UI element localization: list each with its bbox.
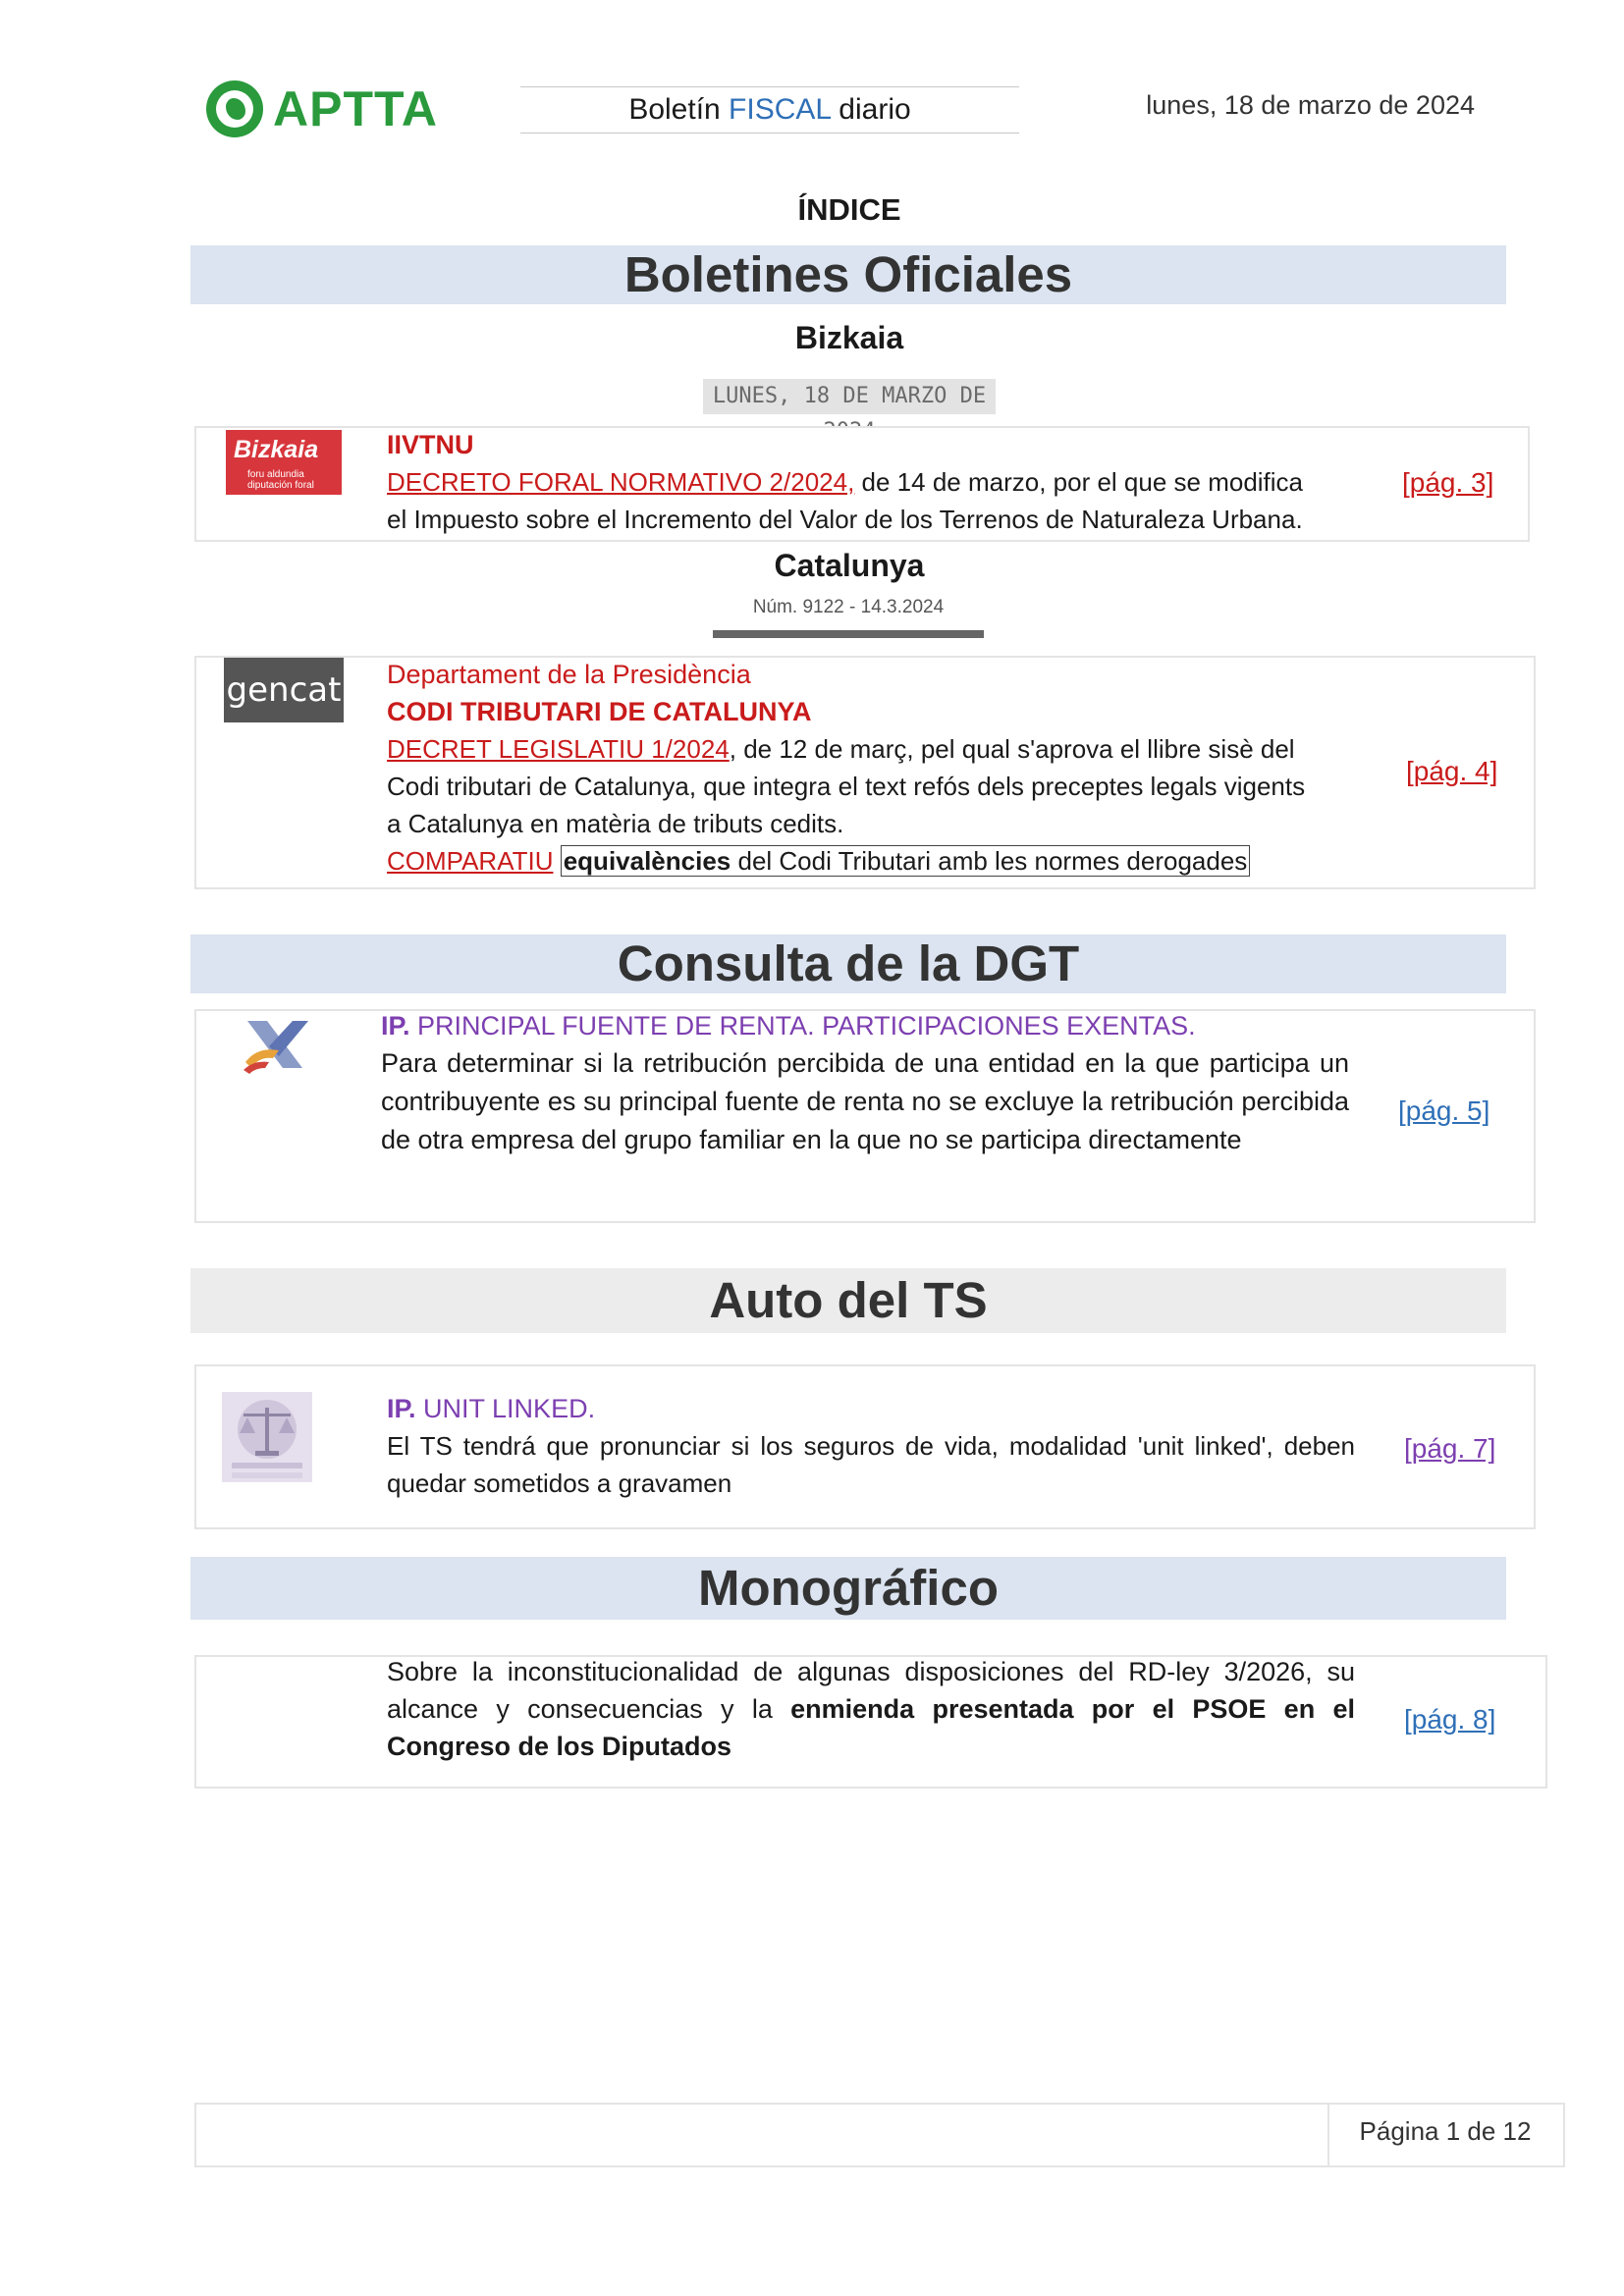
aeat-logo-icon <box>240 1017 312 1076</box>
mono-page-link[interactable]: [pág. 8] <box>1404 1704 1496 1735</box>
bulletin-title-post: diario <box>830 93 911 126</box>
bizkaia-text-2: el Impuesto sobre el Incremento del Valor de los Terrenos de Naturaleza Urbana. <box>387 505 1303 534</box>
dgt-body: Para determinar si la retribución percibida de una entidad en la que participa un contribuyente es su principal fuente de renta no se excluye la retribución percibida de otra empresa del grupo familiar en la que no se participa directamente <box>381 1048 1349 1154</box>
catalunya-text-2: Codi tributari de Catalunya, que integra el text refós dels preceptes legals vigents <box>387 772 1306 801</box>
catalunya-text-3: a Catalunya en matèria de tributs cedits. <box>387 809 844 838</box>
catalunya-page-link[interactable]: [pág. 4] <box>1406 756 1498 786</box>
catalunya-badge-rule <box>713 630 984 638</box>
dgt-page-link[interactable]: [pág. 5] <box>1398 1095 1490 1126</box>
aptta-logo-text: APTTA <box>273 81 438 136</box>
section-monografico: Monográfico <box>190 1557 1506 1620</box>
comparatiu-link[interactable]: COMPARATIU <box>387 846 554 876</box>
catalunya-decree-link[interactable]: DECRET LEGISLATIU 1/2024 <box>387 734 730 764</box>
bizkaia-logo-name: Bizkaia <box>234 436 319 463</box>
bulletin-title-fiscal: FISCAL <box>729 93 831 126</box>
equivalencies-bold: equivalències <box>563 846 731 876</box>
footer <box>194 2103 1565 2167</box>
scales-of-justice-icon <box>222 1392 312 1482</box>
ts-page-link[interactable]: [pág. 7] <box>1404 1433 1496 1464</box>
bizkaia-heading: Bizkaia <box>794 320 904 355</box>
gencat-logo: gencat <box>224 658 344 722</box>
catalunya-department: Departament de la Presidència <box>387 660 751 689</box>
ts-title <box>387 1390 595 1427</box>
dgt-title-text: PRINCIPAL FUENTE DE RENTA. PARTICIPACIONES EXENTAS. <box>409 1011 1196 1041</box>
footer-page-number: Página 1 de 12 <box>1359 2116 1532 2146</box>
dgt-ip: IP. <box>381 1011 410 1041</box>
ts-title-text: UNIT LINKED. <box>415 1394 596 1423</box>
bizkaia-logo-sub: foru aldundia diputación foral <box>247 469 314 491</box>
bizkaia-date-badge: LUNES, 18 DE MARZO DE <box>703 379 996 414</box>
section-consulta-dgt: Consulta de la DGT <box>190 934 1506 993</box>
section-auto-ts: Auto del TS <box>190 1268 1506 1333</box>
mono-body-bold: enmienda presentada por el PSOE en el Congreso de los Diputados <box>387 1694 1355 1761</box>
bizkaia-logo <box>226 430 342 495</box>
ts-body: El TS tendrá que pronunciar si los seguros de vida, modalidad 'unit linked', deben quedar sometidos a gravamen <box>387 1431 1355 1498</box>
aptta-logo <box>206 79 461 139</box>
footer-separator <box>1327 2105 1329 2165</box>
bizkaia-decree-link[interactable]: DECRETO FORAL NORMATIVO 2/2024, <box>387 467 855 497</box>
bizkaia-topic: IIVTNU <box>387 430 474 459</box>
bulletin-title-pre: Boletín <box>628 93 730 126</box>
mono-body <box>387 1653 1355 1765</box>
catalunya-text-1: , de 12 de març, pel qual s'aprova el llibre sisè del <box>729 734 1295 764</box>
catalunya-description <box>387 730 1384 880</box>
equivalencies-rest: del Codi Tributari amb les normes derogades <box>731 846 1248 876</box>
bizkaia-page-link[interactable]: [pág. 3] <box>1402 467 1494 498</box>
header-date: lunes, 18 de marzo de 2024 <box>1146 90 1475 120</box>
bizkaia-description <box>387 463 1384 538</box>
section-boletines-oficiales: Boletines Oficiales <box>190 245 1506 304</box>
catalunya-number-badge: Núm. 9122 - 14.3.2024 <box>752 597 945 617</box>
catalunya-heading: Catalunya <box>774 548 925 583</box>
bulletin-title <box>520 86 1019 133</box>
equivalencies-box <box>561 845 1251 877</box>
catalunya-topic: CODI TRIBUTARI DE CATALUNYA <box>387 697 812 726</box>
bizkaia-text-1: de 14 de marzo, por el que se modifica <box>854 467 1304 497</box>
index-title: ÍNDICE <box>797 192 901 227</box>
aptta-logo-icon <box>206 80 263 137</box>
dgt-title <box>381 1007 1196 1044</box>
ts-ip: IP. <box>387 1394 416 1423</box>
mono-body-plain: Sobre la inconstitucionalidad de algunas disposiciones del RD-ley 3/2026, su alcance y consecuencias y la <box>387 1657 1355 1724</box>
